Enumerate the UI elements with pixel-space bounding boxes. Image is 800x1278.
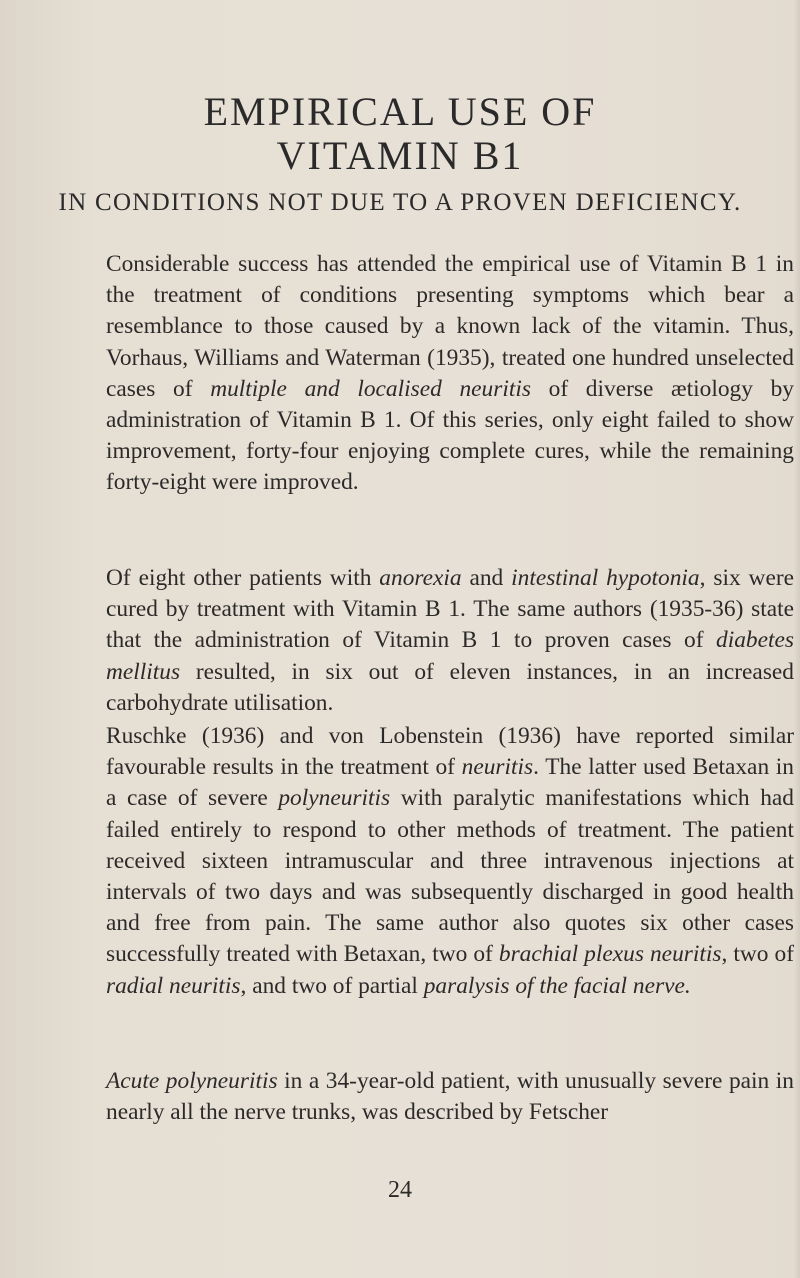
paragraph-3	[106, 721, 794, 1002]
italic-text-run: multiple and localised neuritis	[210, 375, 531, 402]
text-run: Considerable success has attended the empirical use of Vitamin B 1 in the treatment of conditions presenting symptoms which bear a resemblance to those caused by a known lack of the vitamin. Thus, Vorhaus, Williams and Waterman (1935), treated one hundred unselected cases of	[106, 251, 794, 402]
italic-text-run: polyneuritis	[278, 785, 391, 812]
text-run: Of eight other patients with	[106, 565, 380, 591]
italic-text-run: neuritis	[461, 754, 534, 781]
text-run: , six were cured by treatment with Vitamin B 1. The same authors (1935-36) state that the administration of Vitamin B 1 to proven cases of	[106, 565, 795, 654]
italic-text-run: anorexia	[379, 565, 462, 591]
text-run: resulted, in six out of eleven instances, in an increased carbohydrate utilisation.	[106, 658, 794, 716]
page-number: 24	[388, 1177, 412, 1203]
italic-text-run: paralysis of the facial nerve.	[423, 972, 691, 999]
subtitle: IN CONDITIONS NOT DUE TO A PROVEN DEFICIENCY.	[58, 189, 742, 216]
text-run: , and two of partial	[240, 972, 424, 999]
text-run: , two of	[721, 941, 794, 968]
italic-text-run: radial neuritis	[106, 972, 241, 999]
page-edge-shadow	[794, 0, 800, 1278]
text-run: in a 34-year-old patient, with unusually severe pain in nearly all the nerve trunks, was described by Fetscher	[106, 1068, 794, 1126]
paragraph-2	[106, 563, 794, 719]
italic-text-run: intestinal hypotonia	[511, 565, 700, 591]
italic-text-run: diabetes mellitus	[106, 627, 794, 685]
text-run: . The latter used Betaxan in a case of severe	[106, 754, 794, 812]
text-run: and	[461, 565, 512, 591]
paragraph-4	[106, 1066, 794, 1128]
text-run: Ruschke (1936) and von Lobenstein (1936) have reported similar favourable results in the treatment of	[106, 723, 794, 781]
italic-text-run: Acute polyneuritis	[106, 1068, 278, 1094]
text-run: with paralytic manifestations which had failed entirely to respond to other methods of treatment. The patient received sixteen intramuscular and three intravenous injections at intervals of two days and was subsequently discharged in good health and free from pain. The same author also quotes six other cases successfully treated with Betaxan, two of	[106, 785, 794, 968]
title-line-2: VITAMIN B1	[276, 133, 524, 178]
text-run: of diverse ætiology by administration of Vitamin B 1. Of this series, only eight failed to show improvement, forty-four enjoying complete cures, while the remaining forty-eight were improved.	[106, 375, 794, 496]
paragraph-1	[106, 249, 794, 499]
title-line-1: EMPIRICAL USE OF	[203, 89, 597, 134]
italic-text-run: brachial plexus neuritis	[498, 941, 722, 968]
